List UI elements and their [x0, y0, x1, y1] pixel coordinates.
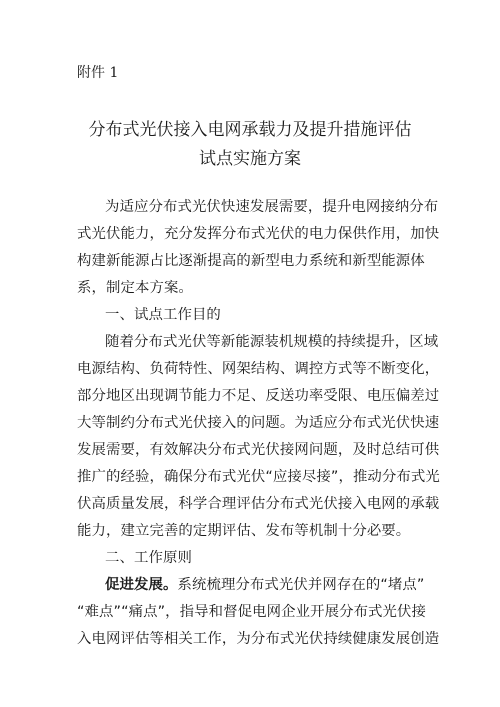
section-2-line-2: “难点”“痛点”，指导和督促电网企业开展分布式光伏接 [77, 604, 427, 620]
section-2-heading: 二、工作原则 [105, 550, 192, 566]
section-1-line-7: 伏高质量发展，科学合理评估分布式光伏接入电网的承载 [77, 496, 440, 512]
section-1-line-3: 部分地区出现调节能力不足、反送功率受限、电压偏差过 [77, 388, 440, 404]
section-1-line-2: 电源结构、负荷特性、网架结构、调控方式等不断变化， [77, 361, 440, 377]
intro-line-2: 式光伏能力，充分发挥分布式光伏的电力保供作用，加快 [77, 226, 440, 242]
section-1-line-5: 发展需要，有效解决分布式光伏接网问题，及时总结可供 [77, 442, 440, 458]
section-1-line-4: 大等制约分布式光伏接入的问题。为适应分布式光伏快速 [77, 415, 440, 431]
attachment-label: 附件 1 [77, 65, 119, 81]
section-1-line-6: 推广的经验，确保分布式光伏“应接尽接”，推动分布式光 [77, 469, 440, 485]
section-2-line-1 [105, 576, 424, 594]
intro-line-3: 构建新能源占比逐渐提高的新型电力系统和新型能源体 [77, 253, 425, 269]
section-2-line-1-text: 系统梳理分布式光伏并网存在的“堵点” [177, 577, 425, 593]
section-1-heading: 一、试点工作目的 [105, 307, 221, 323]
intro-line-1: 为适应分布式光伏快速发展需要，提升电网接纳分布 [105, 199, 439, 215]
section-1-line-1: 随着分布式光伏等新能源装机规模的持续提升，区域 [105, 334, 439, 350]
document-title-line-1: 分布式光伏接入电网承载力及提升措施评估 [88, 120, 412, 140]
document-title-line-2: 试点实施方案 [199, 149, 301, 169]
principle-label: 促进发展。 [105, 576, 178, 593]
intro-line-4: 系，制定本方案。 [77, 280, 193, 296]
section-2-line-3: 入电网评估等相关工作，为分布式光伏持续健康发展创造 [77, 631, 440, 647]
section-1-line-8: 能力，建立完善的定期评估、发布等机制十分必要。 [77, 523, 411, 539]
